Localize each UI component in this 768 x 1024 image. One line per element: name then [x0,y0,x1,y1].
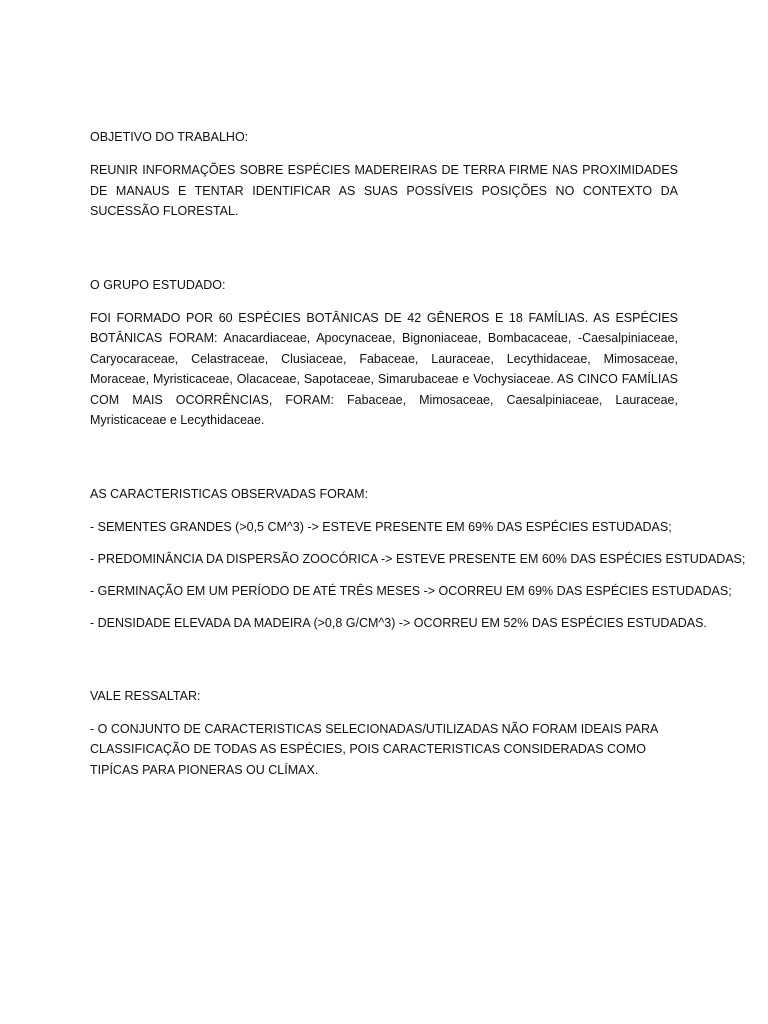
bullet-germinacao: - GERMINAÇÃO EM UM PERÍODO DE ATÉ TRÊS MESES -> OCORREU EM 69% DAS ESPÉCIES ESTUDADAS; [90,583,732,598]
paragraph-ressaltar: - O CONJUNTO DE CARACTERISTICAS SELECIONADAS/UTILIZADAS NÃO FORAM IDEAIS PARA CLASSIFICAÇÃO DE TODAS AS ESPÉCIES, POIS CARACTERISTICAS CONSIDERADAS COMO TIPÍCAS PARA PIONERAS OU CLÍMAX. [90,721,658,777]
section-heading-ressaltar: VALE RESSALTAR: [90,688,201,703]
bullet-sementes: - SEMENTES GRANDES (>0,5 CM^3) -> ESTEVE PRESENTE EM 69% DAS ESPÉCIES ESTUDADAS; [90,519,672,534]
bullet-dispersao: - PREDOMINÂNCIA DA DISPERSÃO ZOOCÓRICA -> ESTEVE PRESENTE EM 60% DAS ESPÉCIES ESTUDADAS; [90,551,746,566]
section-heading-caracteristicas: AS CARACTERISTICAS OBSERVADAS FORAM: [90,486,369,501]
bullet-densidade: - DENSIDADE ELEVADA DA MADEIRA (>0,8 G/CM^3) -> OCORREU EM 52% DAS ESPÉCIES ESTUDADAS. [90,615,707,630]
section-heading-objetivo: OBJETIVO DO TRABALHO: [90,130,249,144]
paragraph-grupo: FOI FORMADO POR 60 ESPÉCIES BOTÂNICAS DE 42 GÊNEROS E 18 FAMÍLIAS. AS ESPÉCIES BOTÂNICAS FORAM: Anacardiaceae, Apocynaceae, Bignoniaceae, Bombacaceae, -Caesalpiniaceae, Caryocaraceae, Celastraceae, Clusiaceae, Fabaceae, Lauraceae, Lecythidaceae, Mimosaceae, Moraceae, Myristicaceae, Olacaceae, Sapotaceae, Simarubaceae e Vochysiaceae. AS CINCO FAMÍLIAS COM MAIS OCORRÊNCIAS, FORAM: Fabaceae, Mimosaceae, Caesalpiniaceae, Lauraceae, Myristicaceae e Lecythidaceae. [90,310,678,427]
section-heading-grupo: O GRUPO ESTUDADO: [90,277,226,292]
paragraph-objetivo: REUNIR INFORMAÇÕES SOBRE ESPÉCIES MADEREIRAS DE TERRA FIRME NAS PROXIMIDADES DE MANAUS E TENTAR IDENTIFICAR AS SUAS POSSÍVEIS POSIÇÕES NO CONTEXTO DA SUCESSÃO FLORESTAL. [90,163,678,218]
